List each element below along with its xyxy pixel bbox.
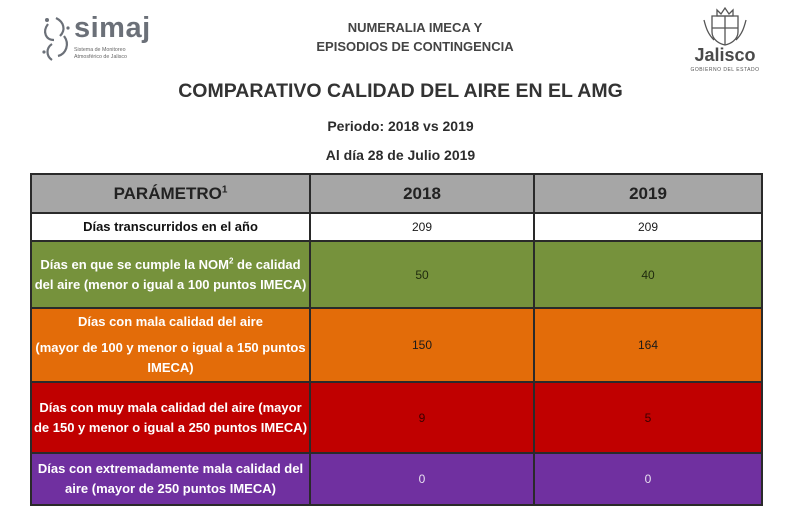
simaj-swirl-icon [38, 14, 74, 62]
value-2018: 209 [310, 213, 534, 241]
nom-footnote: 2 [228, 256, 234, 266]
header-parameter [31, 174, 310, 213]
date-label: Al día 28 de Julio 2019 [325, 147, 476, 163]
header-year-2018: 2018 [310, 174, 534, 213]
simaj-wordmark: simaj [74, 12, 151, 44]
simaj-subtitle: Sistema de Monitoreo Atmosférico de Jalisco [74, 47, 127, 60]
period-label: Periodo: 2018 vs 2019 [327, 118, 474, 134]
header-parameter-label: PARÁMETRO [113, 183, 222, 203]
row-label-extreme-quality: Días con extremadamente mala calidad del aire (mayor de 250 puntos IMECA) [31, 453, 310, 505]
row-label-line2: (mayor de 100 y menor o igual a 150 puntos IMECA) [35, 340, 306, 375]
table-row [31, 308, 762, 382]
value-2018: 0 [310, 453, 534, 505]
value-2019: 5 [534, 382, 762, 453]
table-header-row [31, 174, 762, 213]
page-header [0, 0, 801, 78]
simaj-logo [38, 14, 153, 66]
jalisco-crest-icon [684, 4, 766, 46]
table-row [31, 382, 762, 453]
value-2018: 150 [310, 308, 534, 382]
value-2018: 9 [310, 382, 534, 453]
value-2019: 164 [534, 308, 762, 382]
row-label-part: Días en que se cumple la NOM [40, 256, 229, 272]
value-2018: 50 [310, 241, 534, 308]
jalisco-logo [684, 4, 766, 76]
row-label-days-elapsed: Días transcurridos en el año [31, 213, 310, 241]
header-year-2019: 2019 [534, 174, 762, 213]
jalisco-wordmark: Jalisco [694, 45, 756, 65]
row-label-very-bad-quality: Días con muy mala calidad del aire (mayor de 150 y menor o igual a 250 puntos IMECA) [31, 382, 310, 453]
row-label-line1: Días con mala calidad del aire [78, 314, 263, 329]
table-row [31, 213, 762, 241]
table-row [31, 241, 762, 308]
document-heading-line2: EPISODIOS DE CONTINGENCIA [316, 39, 514, 54]
row-label-part: de calidad del aire (menor o igual a 100 puntos IMECA) [34, 256, 307, 292]
header-parameter-footnote: 1 [221, 183, 228, 195]
document-heading-line1: NUMERALIA IMECA Y [347, 20, 483, 35]
document-heading [300, 18, 530, 56]
value-2019: 40 [534, 241, 762, 308]
jalisco-subtitle: GOBIERNO DEL ESTADO [690, 67, 760, 73]
table-row [31, 453, 762, 505]
value-2019: 0 [534, 453, 762, 505]
page-title: COMPARATIVO CALIDAD DEL AIRE EN EL AMG [178, 80, 623, 102]
row-label-nom-compliance [31, 241, 310, 308]
row-label-bad-quality [31, 308, 310, 382]
air-quality-table [30, 173, 763, 506]
value-2019: 209 [534, 213, 762, 241]
